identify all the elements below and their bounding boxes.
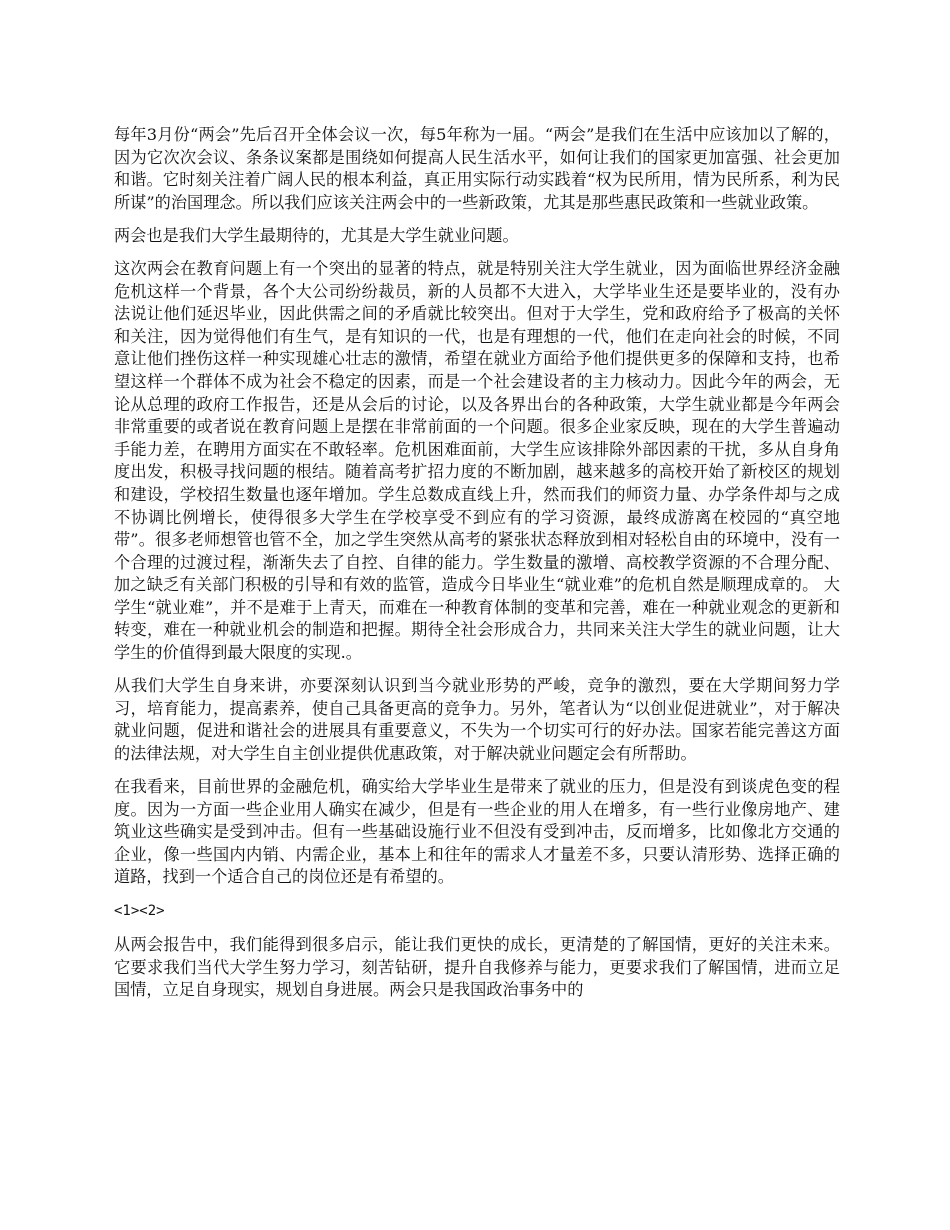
paragraph-expectation: 两会也是我们大学生最期待的，尤其是大学生就业问题。: [114, 225, 519, 245]
document-body: [114, 124, 840, 1012]
paragraph-intro: 每年3月份“两会”先后召开全体会议一次，每5年称为一届。“两会”是我们在生活中应该加以了解的，因为它次次会议、条条议案都是围绕如何提高人民生活水平，如何让我们的国家更加富强、社会更加和谐。它时刻关注着广阔人民的根本利益，真正用实际行动实践着“权为民所用，情为民所系，利为民所谋”的治国理念。所以我们应该关注两会中的一些新政策，尤其是那些惠民政策和一些就业政策。: [114, 125, 840, 212]
page-marker: <1><2>: [114, 902, 165, 919]
paragraph-financial-crisis: 在我看来，目前世界的金融危机，确实给大学毕业生是带来了就业的压力，但是没有到谈虎色变的程度。因为一方面一些企业用人确实在减少，但是有一些企业的用人在增多，有一些行业像房地产、建筑业这些确实是受到冲击。但有一些基础设施行业不但没有受到冲击，反而增多，比如像北方交通的企业，像一些国内内销、内需企业，基本上和往年的需求人才量差不多，只要认清形势、选择正确的道路，找到一个适合自己的岗位还是有希望的。: [114, 777, 840, 887]
paragraph-employment: 这次两会在教育问题上有一个突出的显著的特点，就是特别关注大学生就业，因为面临世界经济金融危机这样一个背景，各个大公司纷纷裁员，新的人员都不大进入，大学毕业生还是要毕业的，没有办法说让他们延迟毕业，因此供需之间的矛盾就比较突出。但对于大学生，党和政府给予了极高的关怀和关注，因为觉得他们有生气，是有知识的一代，也是有理想的一代，他们在走向社会的时候，不同意让他们挫伤这样一种实现雄心壮志的激情，希望在就业方面给予他们提供更多的保障和支持，也希望这样一个群体不成为社会不稳定的因素，而是一个社会建设者的主力核动力。因此今年的两会，无论从总理的政府工作报告，还是从会后的讨论，以及各界出台的各种政策，大学生就业都是今年两会非常重要的或者说在教育问题上是摆在非常前面的一个问题。很多企业家反映，现在的大学生普遍动手能力差，在聘用方面实在不敢轻率。危机困难面前，大学生应该排除外部因素的干扰，多从自身角度出发，积极寻找问题的根结。随着高考扩招力度的不断加剧，越来越多的高校开始了新校区的规划和建设，学校招生数量也逐年增加。学生总数成直线上升，然而我们的师资力量、办学条件却与之成不协调比例增长，使得很多大学生在学校享受不到应有的学习资源，最终成游离在校园的“真空地带”。很多老师想管也管不全，加之学生突然从高考的紧张状态释放到相对轻松自由的环境中，没有一个合理的过渡过程，渐渐失去了自控、自律的能力。学生数量的激增、高校教学资源的不合理分配、加之缺乏有关部门积极的引导和有效的监管，造成今日毕业生“就业难”的危机自然是顺理成章的。 大学生“就业难”，并不是难于上青天，而难在一种教育体制的变革和完善，难在一种就业观念的更新和转变，难在一种就业机会的制造和把握。期待全社会形成合力，共同来关注大学生的就业问题，让大学生的价值得到最大限度的实现.。: [114, 258, 840, 663]
paragraph-self-improvement: 从我们大学生自身来讲，亦要深刻认识到当今就业形势的严峻，竞争的激烈，要在大学期间努力学习，培育能力，提高素养，使自己具备更高的竞争力。另外，笔者认为“以创业促进就业”，对于解决就业问题，促进和谐社会的进展具有重要意义，不失为一个切实可行的好办法。国家若能完善这方面的法律法规，对大学生自主创业提供优惠政策，对于解决就业问题定会有所帮助。: [114, 676, 840, 763]
paragraph-closing: 从两会报告中，我们能得到很多启示，能让我们更快的成长，更清楚的了解国情，更好的关注未来。它要求我们当代大学生努力学习，刻苦钻研，提升自我修养与能力，更要求我们了解国情，进而立足国情，立足自身现实，规划自身进展。两会只是我国政治事务中的: [114, 935, 840, 1000]
